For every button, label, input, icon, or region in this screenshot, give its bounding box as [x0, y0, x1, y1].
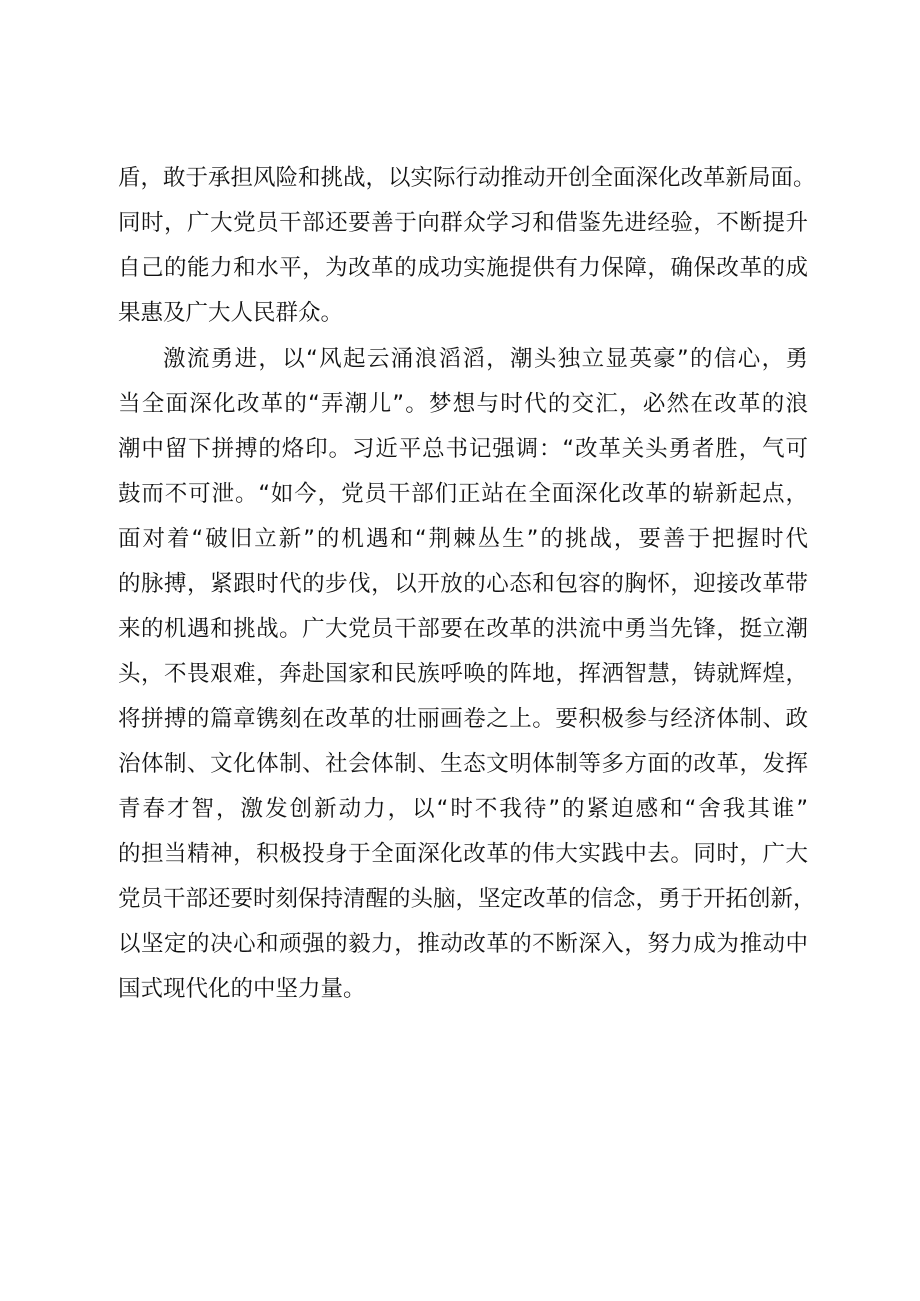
paragraph-2 [118, 337, 816, 1012]
paragraph-2-line: 将拼搏的篇章镌刻在改革的壮丽画卷之上。要积极参与经济体制、政 [118, 706, 808, 732]
paragraph-1-line: 盾，敢于承担风险和挑战，以实际行动推动开创全面深化改革新局面。 [118, 165, 816, 191]
paragraph-2-line: 头，不畏艰难，奔赴国家和民族呼唤的阵地，挥洒智慧，铸就辉煌， [118, 661, 808, 687]
paragraph-2-line: 激流勇进，以“风起云涌浪滔滔，潮头独立显英豪”的信心，勇 [163, 346, 808, 372]
paragraph-2-line: 以坚定的决心和顽强的毅力，推动改革的不断深入，努力成为推动中 [118, 931, 808, 957]
paragraph-2-line: 青春才智，激发创新动力，以“时不我待”的紧迫感和“舍我其谁” [118, 796, 808, 822]
paragraph-2-line: 来的机遇和挑战。广大党员干部要在改革的洪流中勇当先锋，挺立潮 [118, 616, 808, 642]
paragraph-2-line: 国式现代化的中坚力量。 [118, 976, 366, 1002]
paragraph-1-line: 果惠及广大人民群众。 [118, 300, 344, 326]
paragraph-2-line: 的脉搏，紧跟时代的步伐，以开放的心态和包容的胸怀，迎接改革带 [118, 571, 808, 597]
paragraph-2-line: 潮中留下拼搏的烙印。习近平总书记强调：“改革关头勇者胜，气可 [118, 436, 808, 462]
paragraph-1 [118, 156, 816, 336]
paragraph-1-line: 自己的能力和水平，为改革的成功实施提供有力保障，确保改革的成 [118, 255, 808, 281]
paragraph-2-line: 治体制、文化体制、社会体制、生态文明体制等多方面的改革，发挥 [118, 751, 808, 777]
paragraph-2-line: 鼓而不可泄。“如今，党员干部们正站在全面深化改革的崭新起点， [118, 481, 808, 507]
paragraph-2-line: 的担当精神，积极投身于全面深化改革的伟大实践中去。同时，广大 [118, 841, 808, 867]
paragraph-2-line: 当全面深化改革的“弄潮儿”。梦想与时代的交汇，必然在改革的浪 [118, 391, 808, 417]
paragraph-2-line: 党员干部还要时刻保持清醒的头脑，坚定改革的信念，勇于开拓创新， [118, 886, 816, 912]
paragraph-2-line: 面对着“破旧立新”的机遇和“荆棘丛生”的挑战，要善于把握时代 [118, 526, 808, 552]
paragraph-1-line: 同时，广大党员干部还要善于向群众学习和借鉴先进经验，不断提升 [118, 210, 808, 236]
